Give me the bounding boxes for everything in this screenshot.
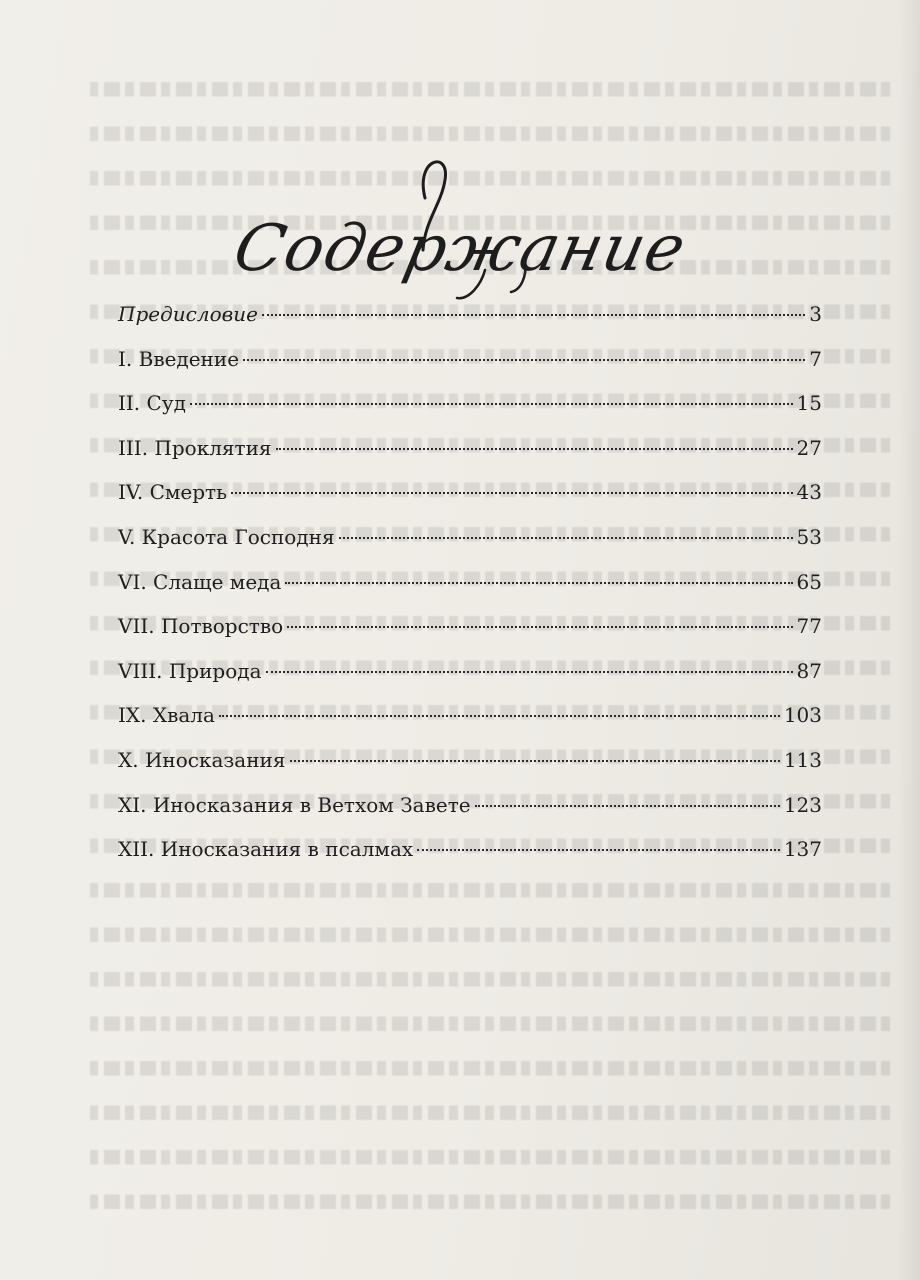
toc-entry [118,837,822,882]
toc-entry-title: III. Проклятия [118,435,272,460]
toc-entry-page-number: 113 [783,747,822,772]
table-of-contents [118,302,822,882]
toc-entry [118,347,822,392]
toc-entry-page-number: 3 [809,302,822,326]
toc-entry-page-number: 137 [783,837,822,862]
toc-entry [118,525,822,570]
dot-leader [417,849,780,851]
toc-entry-page-number: 15 [796,391,822,416]
toc-entry [118,302,822,347]
toc-entry [118,570,822,615]
toc-entry-title: VI. Слаще меда [118,569,282,594]
dot-leader [287,626,792,628]
dot-leader [285,582,792,584]
toc-entry-page-number: 27 [796,435,822,460]
dot-leader [339,537,793,539]
dot-leader [219,715,780,717]
toc-entry-title: XI. Иносказания в Ветхом Завете [118,792,471,817]
toc-entry-title: XII. Иносказания в псалмах [118,837,414,862]
toc-entry-title: X. Иносказания [118,747,286,772]
toc-entry [118,391,822,436]
toc-entry-page-number: 103 [783,703,822,728]
toc-entry-title: II. Суд [118,391,186,416]
contents-heading [0,150,920,310]
toc-entry-title: VIII. Природа [118,658,262,683]
toc-entry-page-number: 77 [796,614,822,639]
toc-entry-page-number: 43 [796,480,822,505]
toc-entry-page-number: 123 [783,792,822,817]
dot-leader [276,448,793,450]
toc-entry [118,659,822,704]
toc-entry-page-number: 53 [796,524,822,549]
toc-entry-title: IV. Смерть [118,480,228,505]
toc-entry [118,793,822,838]
dot-leader [475,805,780,807]
page-title: Содержание [227,212,693,286]
toc-entry-title: V. Красота Господня [118,524,335,549]
toc-entry-page-number: 87 [796,658,822,683]
page-edge-shadow [898,0,920,1280]
dot-leader [290,760,780,762]
toc-entry [118,614,822,659]
toc-entry [118,480,822,525]
toc-entry [118,703,822,748]
toc-entry-title: VII. Потворство [118,614,284,639]
dot-leader [190,403,793,405]
toc-entry-page-number: 65 [796,569,822,594]
dot-leader [243,359,805,361]
toc-entry-page-number: 7 [809,346,822,371]
dot-leader [266,671,793,673]
dot-leader [231,492,793,494]
toc-entry-title: IX. Хвала [118,703,215,728]
dot-leader [262,314,805,316]
toc-entry-title: I. Введение [118,346,240,371]
toc-entry [118,436,822,481]
toc-entry [118,748,822,793]
toc-entry-title: Предисловие [118,302,258,326]
